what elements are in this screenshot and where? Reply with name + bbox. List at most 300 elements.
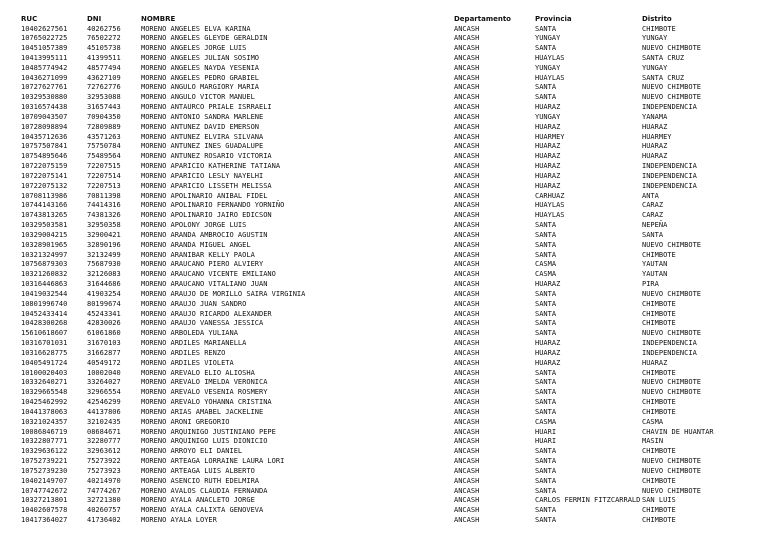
cell-ruc: 10452433414 xyxy=(21,309,68,318)
table-row xyxy=(0,210,768,220)
cell-distrito: CASMA xyxy=(642,417,664,426)
cell-distrito: CHIMBOTE xyxy=(642,516,676,524)
header-ruc: RUC xyxy=(21,15,38,23)
cell-dni: 41736402 xyxy=(87,516,121,524)
cell-ruc: 10752739221 xyxy=(21,457,68,466)
cell-ruc: 10451057389 xyxy=(21,44,68,53)
cell-ruc: 10413995111 xyxy=(21,53,68,62)
cell-ruc: 10441378063 xyxy=(21,407,68,416)
cell-ruc: 10327213801 xyxy=(21,496,68,505)
cell-nombre: MORENO ANTONIO SANDRA MARLENE xyxy=(141,112,264,121)
cell-dni: 31644686 xyxy=(87,280,121,289)
cell-distrito: CHIMBOTE xyxy=(642,309,676,318)
cell-ruc: 10405491724 xyxy=(21,358,68,367)
table-row xyxy=(0,476,768,486)
cell-distrito: NUEVO CHIMBOTE xyxy=(642,289,702,298)
cell-nombre: MORENO AYALA LOYER xyxy=(141,516,217,524)
cell-departamento: ANCASH xyxy=(454,162,480,171)
cell-nombre: MORENO AREVALO IMELDA VERONICA xyxy=(141,378,268,387)
cell-provincia: SANTA xyxy=(535,250,557,259)
cell-ruc: 10402627561 xyxy=(21,24,68,33)
table-row xyxy=(0,161,768,171)
cell-nombre: MORENO AYALA CALIXTA GENOVEVA xyxy=(141,506,264,515)
cell-provincia: SANTA xyxy=(535,221,557,230)
cell-dni: 42546299 xyxy=(87,398,121,407)
cell-ruc: 10436271099 xyxy=(21,73,68,82)
cell-provincia: SANTA xyxy=(535,309,557,318)
table-row xyxy=(0,181,768,191)
table-row xyxy=(0,191,768,201)
cell-departamento: ANCASH xyxy=(454,221,480,230)
cell-departamento: ANCASH xyxy=(454,191,480,200)
cell-provincia: HUARMEY xyxy=(535,132,565,141)
cell-departamento: ANCASH xyxy=(454,388,480,397)
cell-dni: 31670103 xyxy=(87,339,121,348)
cell-departamento: ANCASH xyxy=(454,506,480,515)
cell-provincia: SANTA xyxy=(535,329,557,338)
cell-dni: 42830026 xyxy=(87,319,121,328)
cell-provincia: SANTA xyxy=(535,44,557,53)
cell-distrito: INDEPENDENCIA xyxy=(642,181,697,190)
cell-ruc: 10757507841 xyxy=(21,142,68,151)
table-row xyxy=(0,269,768,279)
table-row xyxy=(0,240,768,250)
cell-nombre: MORENO ASENCIO RUTH EDELMIRA xyxy=(141,476,260,485)
table-row xyxy=(0,466,768,476)
cell-nombre: MORENO ARAUJO VANESSA JESSICA xyxy=(141,319,264,328)
cell-dni: 32900421 xyxy=(87,230,121,239)
table-row xyxy=(0,33,768,43)
cell-distrito: MASIN xyxy=(642,437,664,446)
cell-dni: 41903254 xyxy=(87,289,121,298)
cell-ruc: 10722075132 xyxy=(21,181,68,190)
cell-distrito: CHIMBOTE xyxy=(642,368,676,377)
cell-distrito: CHIMBOTE xyxy=(642,407,676,416)
table-row xyxy=(0,456,768,466)
cell-departamento: ANCASH xyxy=(454,437,480,446)
cell-departamento: ANCASH xyxy=(454,476,480,485)
table-row xyxy=(0,82,768,92)
table-row xyxy=(0,358,768,368)
cell-nombre: MORENO ARDILES MARIANELLA xyxy=(141,339,247,348)
cell-provincia: HUARAZ xyxy=(535,122,561,131)
cell-dni: 32953088 xyxy=(87,93,121,102)
cell-departamento: ANCASH xyxy=(454,486,480,495)
cell-ruc: 10316628775 xyxy=(21,348,68,357)
cell-ruc: 10801996740 xyxy=(21,299,68,308)
table-row xyxy=(0,63,768,73)
cell-departamento: ANCASH xyxy=(454,329,480,338)
table-row xyxy=(0,299,768,309)
cell-ruc: 10485774942 xyxy=(21,63,68,72)
cell-distrito: ANTA xyxy=(642,191,659,200)
cell-dni: 43571263 xyxy=(87,132,121,141)
cell-ruc: 10752739230 xyxy=(21,466,68,475)
cell-dni: 80199674 xyxy=(87,299,121,308)
cell-nombre: MORENO AREVALO VESENIA ROSMERY xyxy=(141,388,268,397)
cell-dni: 08684671 xyxy=(87,427,121,436)
cell-departamento: ANCASH xyxy=(454,63,480,72)
cell-departamento: ANCASH xyxy=(454,44,480,53)
cell-departamento: ANCASH xyxy=(454,309,480,318)
table-row xyxy=(0,505,768,515)
cell-ruc: 10754895646 xyxy=(21,152,68,161)
cell-ruc: 10322807771 xyxy=(21,437,68,446)
cell-nombre: MORENO ARQUINIGO JUSTINIANO PEPE xyxy=(141,427,276,436)
header-provincia: Provincia xyxy=(535,15,572,23)
table-row xyxy=(0,328,768,338)
cell-provincia: HUARAZ xyxy=(535,142,561,151)
cell-distrito: INDEPENDENCIA xyxy=(642,348,697,357)
table-row xyxy=(0,515,768,525)
cell-nombre: MORENO ARANDA MIGUEL ANGEL xyxy=(141,240,251,249)
cell-departamento: ANCASH xyxy=(454,417,480,426)
cell-distrito: INDEPENDENCIA xyxy=(642,171,697,180)
cell-distrito: NUEVO CHIMBOTE xyxy=(642,486,702,495)
cell-distrito: SANTA CRUZ xyxy=(642,53,685,62)
cell-departamento: ANCASH xyxy=(454,53,480,62)
cell-departamento: ANCASH xyxy=(454,378,480,387)
cell-nombre: MORENO APOLINARIO FERNANDO YORNIÑO xyxy=(141,201,285,210)
cell-nombre: MORENO ANTAURCO PRIALE ISRRAELI xyxy=(141,103,272,112)
table-row xyxy=(0,318,768,328)
cell-provincia: SANTA xyxy=(535,24,557,33)
cell-provincia: YUNGAY xyxy=(535,112,561,121)
cell-nombre: MORENO ANGELES NAYDA YESENIA xyxy=(141,63,260,72)
cell-nombre: MORENO ARIAS AMABEL JACKELINE xyxy=(141,407,264,416)
cell-provincia: CASMA xyxy=(535,270,557,279)
cell-provincia: HUARAZ xyxy=(535,280,561,289)
cell-dni: 74774267 xyxy=(87,486,121,495)
cell-ruc: 10329004215 xyxy=(21,230,68,239)
cell-provincia: HUAYLAS xyxy=(535,53,565,62)
cell-departamento: ANCASH xyxy=(454,427,480,436)
cell-ruc: 10316446863 xyxy=(21,280,68,289)
cell-provincia: SANTA xyxy=(535,506,557,515)
cell-distrito: CHIMBOTE xyxy=(642,250,676,259)
cell-distrito: YAUTAN xyxy=(642,260,668,269)
table-row xyxy=(0,132,768,142)
cell-ruc: 10747742672 xyxy=(21,486,68,495)
cell-ruc: 10435712636 xyxy=(21,132,68,141)
cell-distrito: CHIMBOTE xyxy=(642,299,676,308)
cell-departamento: ANCASH xyxy=(454,339,480,348)
cell-provincia: SANTA xyxy=(535,230,557,239)
cell-nombre: MORENO ANGULO MARGIORY MARIA xyxy=(141,83,260,92)
cell-nombre: MORENO APARICIO LESLY NAYELHI xyxy=(141,171,264,180)
cell-nombre: MORENO ARAUCANO VICENTE EMILIANO xyxy=(141,270,276,279)
cell-provincia: HUARAZ xyxy=(535,162,561,171)
cell-ruc: 10328901965 xyxy=(21,240,68,249)
cell-dni: 75273923 xyxy=(87,466,121,475)
table-row xyxy=(0,446,768,456)
cell-ruc: 10722075141 xyxy=(21,171,68,180)
cell-dni: 40262756 xyxy=(87,24,121,33)
cell-departamento: ANCASH xyxy=(454,358,480,367)
cell-departamento: ANCASH xyxy=(454,516,480,524)
cell-distrito: CHIMBOTE xyxy=(642,319,676,328)
table-row xyxy=(0,417,768,427)
cell-distrito: NUEVO CHIMBOTE xyxy=(642,466,702,475)
cell-nombre: MORENO AREVALO YOHANNA CRISTINA xyxy=(141,398,272,407)
cell-dni: 32890196 xyxy=(87,240,121,249)
header-distrito: Distrito xyxy=(642,15,672,23)
cell-nombre: MORENO ARAUJO DE MORILLO SAIRA VIRGINIA xyxy=(141,289,306,298)
cell-ruc: 10428300268 xyxy=(21,319,68,328)
cell-dni: 10002040 xyxy=(87,368,121,377)
table-row xyxy=(0,279,768,289)
cell-provincia: HUARAZ xyxy=(535,152,561,161)
cell-nombre: MORENO ANTUNEZ DAVID EMERSON xyxy=(141,122,260,131)
cell-dni: 33264027 xyxy=(87,378,121,387)
cell-provincia: SANTA xyxy=(535,93,557,102)
cell-departamento: ANCASH xyxy=(454,132,480,141)
cell-dni: 43627109 xyxy=(87,73,121,82)
cell-ruc: 15610618607 xyxy=(21,329,68,338)
header-dni: DNI xyxy=(87,15,102,23)
cell-distrito: HUARAZ xyxy=(642,122,668,131)
cell-distrito: HUARAZ xyxy=(642,152,668,161)
table-row xyxy=(0,427,768,437)
cell-distrito: INDEPENDENCIA xyxy=(642,162,697,171)
cell-provincia: SANTA xyxy=(535,447,557,456)
cell-distrito: YUNGAY xyxy=(642,63,668,72)
cell-nombre: MORENO ARAUCANO PIERO ALVIERY xyxy=(141,260,264,269)
table-row xyxy=(0,348,768,358)
cell-ruc: 10316701031 xyxy=(21,339,68,348)
cell-provincia: CASMA xyxy=(535,260,557,269)
cell-dni: 32963612 xyxy=(87,447,121,456)
table-row xyxy=(0,112,768,122)
table-row xyxy=(0,495,768,505)
cell-departamento: ANCASH xyxy=(454,230,480,239)
cell-distrito: SAN LUIS xyxy=(642,496,676,505)
cell-departamento: ANCASH xyxy=(454,83,480,92)
cell-distrito: CHIMBOTE xyxy=(642,24,676,33)
cell-departamento: ANCASH xyxy=(454,171,480,180)
cell-nombre: MORENO APOLONY JORGE LUIS xyxy=(141,221,247,230)
cell-nombre: MORENO ARTEAGA LORRAINE LAURA LORI xyxy=(141,457,285,466)
cell-nombre: MORENO ARTEAGA LUIS ALBERTO xyxy=(141,466,255,475)
table-row xyxy=(0,53,768,63)
cell-nombre: MORENO ARANDA AMBROCIO AGUSTIN xyxy=(141,230,268,239)
table-row xyxy=(0,289,768,299)
cell-nombre: MORENO ARBOLEDA YULIANA xyxy=(141,329,238,338)
cell-nombre: MORENO ANGELES GLEYDE GERALDIN xyxy=(141,34,268,43)
cell-departamento: ANCASH xyxy=(454,250,480,259)
cell-departamento: ANCASH xyxy=(454,319,480,328)
cell-provincia: HUARI xyxy=(535,437,557,446)
cell-distrito: HUARAZ xyxy=(642,142,668,151)
cell-distrito: NUEVO CHIMBOTE xyxy=(642,378,702,387)
cell-departamento: ANCASH xyxy=(454,270,480,279)
cell-departamento: ANCASH xyxy=(454,457,480,466)
cell-ruc: 10417364027 xyxy=(21,516,68,524)
cell-ruc: 10727627761 xyxy=(21,83,68,92)
cell-nombre: MORENO APARICIO LISSETH MELISSA xyxy=(141,181,272,190)
cell-dni: 32102435 xyxy=(87,417,121,426)
cell-provincia: YUNGAY xyxy=(535,63,561,72)
cell-ruc: 10321260832 xyxy=(21,270,68,279)
cell-nombre: MORENO ANTUNEZ ELVIRA SILVANA xyxy=(141,132,264,141)
cell-departamento: ANCASH xyxy=(454,24,480,33)
cell-distrito: NEPEÑA xyxy=(642,221,668,230)
cell-dni: 72207515 xyxy=(87,162,121,171)
cell-provincia: SANTA xyxy=(535,407,557,416)
cell-distrito: NUEVO CHIMBOTE xyxy=(642,83,702,92)
cell-distrito: NUEVO CHIMBOTE xyxy=(642,329,702,338)
cell-dni: 44137806 xyxy=(87,407,121,416)
cell-dni: 76502272 xyxy=(87,34,121,43)
header-departamento: Departamento xyxy=(454,15,511,23)
cell-distrito: SANTA CRUZ xyxy=(642,73,685,82)
cell-provincia: HUARAZ xyxy=(535,171,561,180)
cell-provincia: YUNGAY xyxy=(535,34,561,43)
cell-distrito: SANTA xyxy=(642,230,664,239)
cell-departamento: ANCASH xyxy=(454,407,480,416)
cell-provincia: HUAYLAS xyxy=(535,211,565,220)
table-row xyxy=(0,259,768,269)
cell-provincia: CASMA xyxy=(535,417,557,426)
cell-departamento: ANCASH xyxy=(454,73,480,82)
cell-dni: 31657443 xyxy=(87,103,121,112)
cell-ruc: 10321024357 xyxy=(21,417,68,426)
table-row xyxy=(0,43,768,53)
cell-provincia: SANTA xyxy=(535,516,557,524)
cell-nombre: MORENO APOLINARIO JAIRO EDICSON xyxy=(141,211,272,220)
cell-ruc: 10756879303 xyxy=(21,260,68,269)
cell-nombre: MORENO ARQUINIGO LUIS DIONICIO xyxy=(141,437,268,446)
cell-departamento: ANCASH xyxy=(454,289,480,298)
cell-provincia: SANTA xyxy=(535,388,557,397)
cell-ruc: 10744143166 xyxy=(21,201,68,210)
cell-ruc: 10329503581 xyxy=(21,221,68,230)
cell-dni: 40549172 xyxy=(87,358,121,367)
cell-nombre: MORENO ANGELES JORGE LUIS xyxy=(141,44,247,53)
cell-distrito: CHIMBOTE xyxy=(642,506,676,515)
cell-distrito: NUEVO CHIMBOTE xyxy=(642,93,702,102)
cell-dni: 75489564 xyxy=(87,152,121,161)
cell-nombre: MORENO ANGELES JULIAN SOSIMO xyxy=(141,53,260,62)
cell-ruc: 10086846719 xyxy=(21,427,68,436)
cell-dni: 45105738 xyxy=(87,44,121,53)
cell-provincia: SANTA xyxy=(535,378,557,387)
cell-nombre: MORENO AYALA ANACLETO JORGE xyxy=(141,496,255,505)
cell-provincia: HUAYLAS xyxy=(535,73,565,82)
cell-distrito: INDEPENDENCIA xyxy=(642,103,697,112)
header-nombre: NOMBRE xyxy=(141,15,176,23)
table-row xyxy=(0,73,768,83)
table-row xyxy=(0,92,768,102)
cell-dni: 48577494 xyxy=(87,63,121,72)
cell-departamento: ANCASH xyxy=(454,299,480,308)
cell-ruc: 10321324997 xyxy=(21,250,68,259)
cell-departamento: ANCASH xyxy=(454,240,480,249)
cell-ruc: 10728098894 xyxy=(21,122,68,131)
cell-ruc: 10329665548 xyxy=(21,388,68,397)
cell-ruc: 10708113986 xyxy=(21,191,68,200)
cell-distrito: YUNGAY xyxy=(642,34,668,43)
cell-departamento: ANCASH xyxy=(454,93,480,102)
cell-nombre: MORENO ARAUCANO VITALIANO JUAN xyxy=(141,280,268,289)
cell-distrito: INDEPENDENCIA xyxy=(642,339,697,348)
cell-departamento: ANCASH xyxy=(454,447,480,456)
cell-distrito: YANAMA xyxy=(642,112,668,121)
cell-departamento: ANCASH xyxy=(454,348,480,357)
cell-dni: 70811398 xyxy=(87,191,121,200)
cell-nombre: MORENO APARICIO KATHERINE TATIANA xyxy=(141,162,281,171)
cell-dni: 75687930 xyxy=(87,260,121,269)
cell-departamento: ANCASH xyxy=(454,122,480,131)
cell-distrito: CHIMBOTE xyxy=(642,447,676,456)
cell-distrito: CARAZ xyxy=(642,201,664,210)
cell-departamento: ANCASH xyxy=(454,142,480,151)
cell-provincia: SANTA xyxy=(535,476,557,485)
table-row xyxy=(0,377,768,387)
cell-nombre: MORENO AREVALO ELIO ALIOSHA xyxy=(141,368,255,377)
table-row xyxy=(0,230,768,240)
cell-provincia: HUAYLAS xyxy=(535,201,565,210)
cell-provincia: SANTA xyxy=(535,457,557,466)
cell-distrito: NUEVO CHIMBOTE xyxy=(642,388,702,397)
cell-ruc: 10419032544 xyxy=(21,289,68,298)
cell-distrito: HUARAZ xyxy=(642,358,668,367)
cell-provincia: CARHUAZ xyxy=(535,191,565,200)
cell-provincia: SANTA xyxy=(535,368,557,377)
cell-dni: 75750784 xyxy=(87,142,121,151)
cell-ruc: 10329530880 xyxy=(21,93,68,102)
cell-ruc: 10329636122 xyxy=(21,447,68,456)
table-row xyxy=(0,387,768,397)
cell-provincia: HUARAZ xyxy=(535,358,561,367)
table-row xyxy=(0,250,768,260)
cell-departamento: ANCASH xyxy=(454,103,480,112)
cell-dni: 32966554 xyxy=(87,388,121,397)
cell-nombre: MORENO ANGELES ELVA KARINA xyxy=(141,24,251,33)
cell-provincia: HUARAZ xyxy=(535,348,561,357)
cell-dni: 32132499 xyxy=(87,250,121,259)
table-row xyxy=(0,171,768,181)
cell-ruc: 10425462992 xyxy=(21,398,68,407)
table-row xyxy=(0,368,768,378)
cell-departamento: ANCASH xyxy=(454,368,480,377)
cell-departamento: ANCASH xyxy=(454,211,480,220)
cell-nombre: MORENO ARDILES RENZO xyxy=(141,348,226,357)
cell-dni: 70904350 xyxy=(87,112,121,121)
cell-dni: 72809889 xyxy=(87,122,121,131)
cell-provincia: HUARAZ xyxy=(535,103,561,112)
cell-distrito: PIRA xyxy=(642,280,659,289)
cell-distrito: YAUTAN xyxy=(642,270,668,279)
cell-nombre: MORENO APOLINARIO ANIBAL FIDEL xyxy=(141,191,268,200)
cell-dni: 72762776 xyxy=(87,83,121,92)
cell-provincia: SANTA xyxy=(535,486,557,495)
cell-departamento: ANCASH xyxy=(454,34,480,43)
cell-distrito: NUEVO CHIMBOTE xyxy=(642,44,702,53)
cell-departamento: ANCASH xyxy=(454,280,480,289)
cell-provincia: HUARI xyxy=(535,427,557,436)
cell-departamento: ANCASH xyxy=(454,201,480,210)
table-row xyxy=(0,486,768,496)
table-row xyxy=(0,397,768,407)
cell-dni: 32280777 xyxy=(87,437,121,446)
cell-dni: 75273922 xyxy=(87,457,121,466)
table-row xyxy=(0,436,768,446)
cell-distrito: HUARMEY xyxy=(642,132,672,141)
header-row xyxy=(0,14,768,24)
cell-nombre: MORENO AVALOS CLAUDIA FERNANDA xyxy=(141,486,268,495)
table-row xyxy=(0,122,768,132)
